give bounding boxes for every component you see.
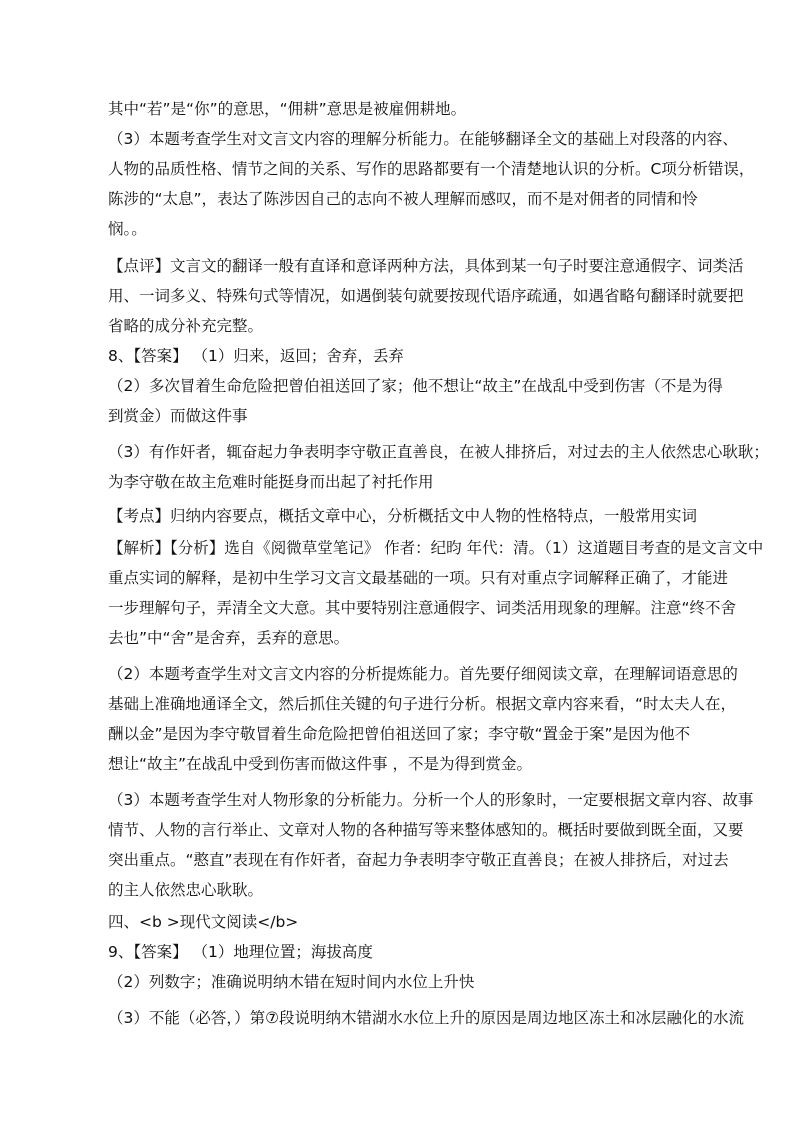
answer-heading: 9、【答案】 （1）地理位置；海拔高度 bbox=[108, 943, 373, 961]
text-line: 去也”中“舍”是舍弃，丢弃的意思。 bbox=[108, 629, 350, 647]
text-line: （3）有作奸者，辄奋起力争表明李守敬正直善良，在被人排挤后，对过去的主人依然忠心耿耿； bbox=[108, 443, 769, 461]
text-line: （3）本题考查学生对文言文内容的理解分析能力。在能够翻译全文的基础上对段落的内容、 bbox=[108, 130, 738, 148]
answer-heading: 8、【答案】 （1）归来，返回；舍弃，丢弃 bbox=[108, 347, 404, 365]
section-heading: 四、<b >现代文阅读</b> bbox=[108, 913, 299, 931]
text-line: 酬以金”是因为李守敬冒着生命危险把曾伯祖送回了家；李守敬“置金于案”是因为他不 bbox=[108, 725, 691, 743]
text-line: 悯。。 bbox=[108, 220, 147, 238]
text-line: 为李守敬在故主危难时能挺身而出起了衬托作用 bbox=[108, 473, 434, 491]
text-line: 的主人依然忠心耿耿。 bbox=[108, 881, 264, 899]
text-line: 省略的成分补充完整。 bbox=[108, 317, 264, 335]
text-line: 情节、人物的言行举止、文章对人物的各种描写等来整体感知的。概括时要做到既全面，又要 bbox=[108, 821, 744, 839]
text-line: （2）本题考查学生对文言文内容的分析提炼能力。首先要仔细阅读文章，在理解词语意思的 bbox=[108, 665, 738, 683]
text-line: 【点评】文言文的翻译一般有直译和意译两种方法，具体到某一句子时要注意通假字、词类活 bbox=[108, 257, 744, 275]
text-line: 其中“若”是“你”的意思，“佣耕”意思是被雇佣耕地。 bbox=[108, 100, 467, 118]
text-line: 基础上准确地通译全文，然后抓住关键的句子进行分析。根据文章内容来看，“时太夫人在， bbox=[108, 695, 737, 713]
text-line: （2）列数字；准确说明纳木错在短时间内水位上升快 bbox=[108, 973, 475, 991]
text-line: （3）本题考查学生对人物形象的分析能力。分析一个人的形象时，一定要根据文章内容、故事 bbox=[108, 791, 754, 809]
text-line: 到赏金）而做这件事 bbox=[108, 407, 248, 425]
text-line: 陈涉的“太息”，表达了陈涉因自己的志向不被人理解而感叹，而不是对佣者的同情和怜 bbox=[108, 190, 698, 208]
text-line: 【解析】【分析】选自《阅微草堂笔记》 作者：纪昀 年代：清。（1）这道题目考查的是文言文中 bbox=[108, 539, 764, 557]
text-line: 重点实词的解释，是初中生学习文言文最基础的一项。只有对重点字词解释正确了，才能进 bbox=[108, 569, 729, 587]
text-line: 用、一词多义、特殊句式等情况，如遇倒装句就要按现代语序疏通，如遇省略句翻译时就要把 bbox=[108, 287, 744, 305]
text-line: 一步理解句子，弄清全文大意。其中要特别注意通假字、词类活用现象的理解。注意“终不舍 bbox=[108, 599, 737, 617]
text-line: 人物的品质性格、情节之间的关系、写作的思路都要有一个清楚地认识的分析。C项分析错误， bbox=[108, 160, 755, 178]
text-line: 【考点】归纳内容要点，概括文章中心，分析概括文中人物的性格特点，一般常用实词 bbox=[108, 507, 698, 525]
text-line: （2）多次冒着生命危险把曾伯祖送回了家；他不想让“故主”在战乱中受到伤害（不是为得 bbox=[108, 377, 723, 395]
text-line: （3）不能（必答，）第⑦段说明纳木错湖水水位上升的原因是周边地区冻土和冰层融化的水流 bbox=[108, 1009, 745, 1027]
text-line: 突出重点。“憨直”表现在有作奸者，奋起力争表明李守敬正直善良；在被人排挤后，对过去 bbox=[108, 851, 729, 869]
text-line: 想让“故主”在战乱中受到伤害而做这件事 ，不是为得到赏金。 bbox=[108, 755, 532, 773]
